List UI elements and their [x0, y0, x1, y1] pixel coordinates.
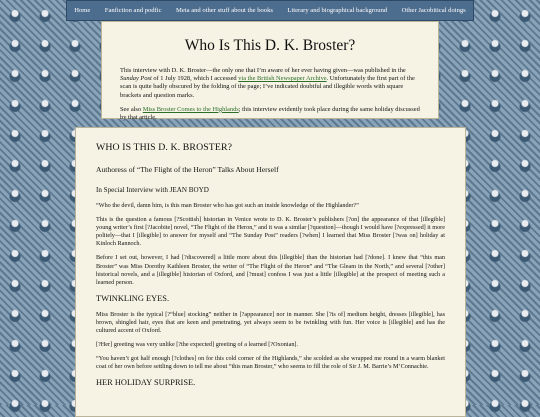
see-also-text: ; this interview evidently took place during the same holiday discussed by that article. — [120, 105, 420, 122]
section-heading-holiday-surprise: HER HOLIDAY SURPRISE. — [96, 378, 196, 388]
intro-text: This interview with D. K. Broster—the only one that I’m aware of her ever having given—was published in the — [120, 67, 406, 74]
nav-literary-background[interactable]: Literary and biographical background — [287, 7, 388, 14]
nav-meta-books[interactable]: Meta and other stuff about the books — [176, 7, 273, 14]
newspaper-name: Sunday Post — [120, 75, 152, 83]
article-paragraph: “You haven’t got half enough [?clothes] on for this cold corner of the Highlands,” she scolded as she wrapped me round in a warm blanket coat of her own before settling down to tell me about “this man Broster,” who seems to fill the role of Sir J. M. Barrie’s M’Connachie. — [96, 355, 445, 371]
british-newspaper-archive-link[interactable]: via the British Newspaper Archive — [238, 75, 327, 83]
see-also-paragraph — [120, 106, 420, 122]
intro-paragraph — [120, 67, 420, 100]
top-navigation — [66, 0, 474, 21]
miss-broster-highlands-link[interactable]: Miss Broster Comes to the Highlands — [142, 105, 239, 113]
article-paragraph: Before I set out, however, I had [?discovered] a little more about this [illegible] than the historian had [?done]. I knew that “this man Broster” was Miss Dorothy Kathleen Broster, the writer of “The Flight of the Heron” and “The Gleam in the North,” and several [?other] historical novels, and a [illegible] historian of Oxford, and [?must] confess I was just a little [illegible] at the prospect of meeting such a learned person. — [96, 254, 445, 286]
article-heading: WHO IS THIS D. K. BROSTER? — [96, 142, 233, 153]
nav-home[interactable]: Home — [74, 7, 91, 14]
intro-text: . Unfortunately the first part of the scan is quite badly obscured by the folding of the page; I’ve indicated doubtful and illegible words with square brackets and question marks. — [120, 75, 415, 99]
nav-jacobitical-doings[interactable]: Other Jacobitical doings — [401, 7, 466, 14]
section-heading-twinkling-eyes: TWINKLING EYES. — [96, 293, 170, 303]
intro-text: of 1 July 1928, which I accessed — [151, 75, 239, 83]
article-paragraph: This is the question a famous [?Scottish] historian in Venice wrote to D. K. Broster’s publishers [?on] the appearance of that [illegible] young writer’s first [?Jacobite] novel, “The Flight of the Heron,” and it was a similar [?question]—though I would have [?expressed] it more politely—that I [illegible] to answer for myself and “The Sunday Post” readers [?when] I learned that Miss Broster [?was on] holiday at Kinloch Rannoch. — [96, 216, 445, 248]
article-byline: In Special Interview with JEAN BOYD — [96, 186, 209, 194]
see-also-text: See also — [120, 105, 143, 113]
article-subheading: Authoress of “The Flight of the Heron” Talks About Herself — [96, 165, 279, 174]
intro-card — [101, 21, 439, 122]
article-paragraph: [?Her] greeting was very unlike [?the expected] greeting of a learned [?Oxonian]. — [96, 341, 299, 349]
page-title: Who Is This D. K. Broster? — [184, 37, 356, 54]
article-card — [75, 127, 466, 417]
article-paragraph: “Who the devil, damn him, is this man Broster who has got such an inside knowledge of the Highlander?” — [96, 202, 359, 209]
nav-fanfiction-podfic[interactable]: Fanfiction and podfic — [104, 7, 162, 14]
article-paragraph: Miss Broster is the typical [?“blue] stocking” neither in [?appearance] nor in manner. She [?is of] medium height, dresses [illegible], has brown, shingled hair, eyes that are keen and penetrating, yet always seem to be twinkling with fun. Her voice is [illegible] and has the cultured accent of Oxford. — [96, 310, 445, 335]
